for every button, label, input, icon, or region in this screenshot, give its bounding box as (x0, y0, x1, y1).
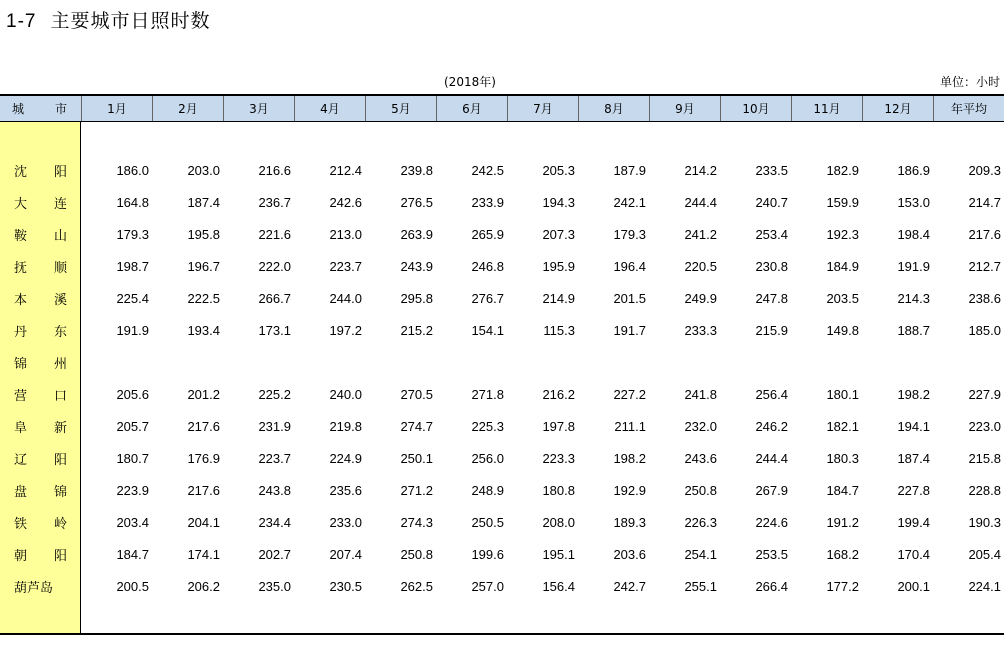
month-value: 250.8 (400, 546, 433, 562)
month-value: 265.9 (471, 226, 504, 242)
month-value: 201.5 (613, 290, 646, 306)
month-value: 246.2 (755, 418, 788, 434)
month-value: 203.0 (187, 162, 220, 178)
month-value: 198.7 (116, 258, 149, 274)
annual-value: 224.1 (968, 578, 1001, 594)
month-value: 253.4 (755, 226, 788, 242)
annual-value: 215.8 (968, 450, 1001, 466)
month-value: 271.8 (471, 386, 504, 402)
month-value: 189.3 (613, 514, 646, 530)
month-value: 191.7 (613, 322, 646, 338)
month-value: 250.5 (471, 514, 504, 530)
table-rows (0, 154, 1004, 602)
city-name: 大 连 (14, 196, 67, 212)
month-value: 188.7 (897, 322, 930, 338)
month-value: 215.9 (755, 322, 788, 338)
month-value: 203.4 (116, 514, 149, 530)
header-month: 8月 (578, 96, 649, 121)
month-value: 200.5 (116, 578, 149, 594)
header-month: 3月 (223, 96, 294, 121)
month-value: 225.4 (116, 290, 149, 306)
table-row (0, 538, 1004, 570)
table-row (0, 378, 1004, 410)
month-value: 184.9 (826, 258, 859, 274)
month-value: 191.2 (826, 514, 859, 530)
table-row (0, 570, 1004, 602)
month-value: 215.2 (400, 322, 433, 338)
month-value: 203.5 (826, 290, 859, 306)
month-value: 194.3 (542, 194, 575, 210)
header-month: 11月 (791, 96, 862, 121)
table-row (0, 250, 1004, 282)
table-row (0, 474, 1004, 506)
month-value: 115.3 (543, 322, 575, 338)
month-value: 248.9 (471, 482, 504, 498)
month-value: 195.8 (187, 226, 220, 242)
month-value: 225.2 (258, 386, 291, 402)
table-row (0, 282, 1004, 314)
month-value: 239.8 (400, 162, 433, 178)
annual-value: 185.0 (968, 322, 1001, 338)
month-value: 219.8 (329, 418, 362, 434)
month-value: 243.6 (684, 450, 717, 466)
month-value: 202.7 (258, 546, 291, 562)
table-row (0, 506, 1004, 538)
month-value: 187.4 (187, 194, 220, 210)
month-value: 199.6 (471, 546, 504, 562)
month-value: 176.9 (187, 450, 220, 466)
month-value: 255.1 (684, 578, 717, 594)
month-value: 295.8 (400, 290, 433, 306)
month-value: 266.4 (755, 578, 788, 594)
header-month: 10月 (720, 96, 791, 121)
month-value: 156.4 (542, 578, 575, 594)
month-value: 243.8 (258, 482, 291, 498)
month-value: 242.5 (471, 162, 504, 178)
header-annual: 年平均 (933, 96, 1004, 121)
month-value: 149.8 (826, 322, 859, 338)
month-value: 186.0 (116, 162, 149, 178)
header-month: 4月 (294, 96, 365, 121)
month-value: 198.4 (897, 226, 930, 242)
month-value: 222.0 (258, 258, 291, 274)
month-value: 213.0 (329, 226, 362, 242)
month-value: 196.7 (187, 258, 220, 274)
month-value: 221.6 (258, 226, 291, 242)
month-value: 276.5 (400, 194, 433, 210)
month-value: 214.3 (897, 290, 930, 306)
month-value: 256.0 (471, 450, 504, 466)
month-value: 236.7 (258, 194, 291, 210)
month-value: 205.3 (542, 162, 575, 178)
month-value: 204.1 (187, 514, 220, 530)
table-row (0, 314, 1004, 346)
city-name: 鞍 山 (14, 228, 67, 244)
month-value: 214.2 (684, 162, 717, 178)
month-value: 207.4 (329, 546, 362, 562)
table-row (0, 346, 1004, 378)
month-value: 253.5 (755, 546, 788, 562)
month-value: 230.8 (755, 258, 788, 274)
sunshine-table (0, 94, 1004, 633)
month-value: 223.9 (116, 482, 149, 498)
city-name: 葫芦岛 (14, 580, 54, 596)
month-value: 240.7 (755, 194, 788, 210)
page-title (6, 6, 210, 33)
city-name: 丹 东 (14, 324, 67, 340)
month-value: 244.4 (755, 450, 788, 466)
month-value: 226.3 (684, 514, 717, 530)
header-month: 9月 (649, 96, 720, 121)
month-value: 208.0 (542, 514, 575, 530)
month-value: 212.4 (329, 162, 362, 178)
month-value: 193.4 (187, 322, 220, 338)
unit-label: 单位：小时 (939, 75, 1000, 89)
table-row (0, 218, 1004, 250)
month-value: 199.4 (897, 514, 930, 530)
table-row (0, 442, 1004, 474)
month-value: 191.9 (116, 322, 149, 338)
month-value: 214.9 (542, 290, 575, 306)
month-value: 197.8 (542, 418, 575, 434)
month-value: 200.1 (897, 578, 930, 594)
month-value: 235.6 (329, 482, 362, 498)
month-value: 250.1 (400, 450, 433, 466)
month-value: 227.8 (897, 482, 930, 498)
header-city: 城 市 (12, 102, 67, 116)
month-value: 182.9 (826, 162, 859, 178)
month-value: 249.9 (684, 290, 717, 306)
annual-value: 227.9 (968, 386, 1001, 402)
month-value: 173.1 (258, 322, 291, 338)
month-value: 217.6 (187, 418, 220, 434)
month-value: 177.2 (826, 578, 859, 594)
month-value: 217.6 (187, 482, 220, 498)
month-value: 180.7 (116, 450, 149, 466)
month-value: 186.9 (897, 162, 930, 178)
month-value: 216.6 (258, 162, 291, 178)
month-value: 197.2 (329, 322, 362, 338)
month-value: 174.1 (187, 546, 220, 562)
month-value: 211.1 (614, 418, 646, 434)
month-value: 262.5 (400, 578, 433, 594)
month-value: 244.4 (684, 194, 717, 210)
annual-value: 190.3 (968, 514, 1001, 530)
month-value: 194.1 (897, 418, 930, 434)
month-value: 242.6 (329, 194, 362, 210)
city-name: 辽 阳 (14, 452, 67, 468)
month-value: 233.0 (329, 514, 362, 530)
month-value: 230.5 (329, 578, 362, 594)
month-value: 266.7 (258, 290, 291, 306)
month-value: 274.3 (400, 514, 433, 530)
month-value: 224.6 (755, 514, 788, 530)
month-value: 225.3 (471, 418, 504, 434)
month-value: 195.9 (542, 258, 575, 274)
month-value: 223.3 (542, 450, 575, 466)
month-value: 164.8 (116, 194, 149, 210)
month-value: 187.9 (613, 162, 646, 178)
month-value: 196.4 (613, 258, 646, 274)
city-name: 阜 新 (14, 420, 67, 436)
month-value: 233.3 (684, 322, 717, 338)
month-value: 256.4 (755, 386, 788, 402)
header-month: 7月 (507, 96, 578, 121)
month-value: 234.4 (258, 514, 291, 530)
month-value: 205.7 (116, 418, 149, 434)
month-value: 187.4 (897, 450, 930, 466)
annual-value: 209.3 (968, 162, 1001, 178)
header-month: 6月 (436, 96, 507, 121)
month-value: 241.8 (684, 386, 717, 402)
city-name: 锦 州 (14, 356, 67, 372)
table-title: 主要城市日照时数 (50, 10, 211, 32)
year-label: (2018年) (444, 75, 496, 89)
annual-value: 214.7 (968, 194, 1001, 210)
table-row (0, 154, 1004, 186)
table-number: 1-7 (6, 11, 37, 32)
month-value: 223.7 (329, 258, 362, 274)
month-value: 153.0 (897, 194, 930, 210)
month-value: 179.3 (116, 226, 149, 242)
header-month: 2月 (152, 96, 223, 121)
month-value: 154.1 (471, 322, 504, 338)
month-value: 276.7 (471, 290, 504, 306)
annual-value: 223.0 (968, 418, 1001, 434)
month-value: 233.5 (755, 162, 788, 178)
month-value: 179.3 (613, 226, 646, 242)
month-value: 242.1 (613, 194, 646, 210)
header-month: 12月 (862, 96, 933, 121)
month-value: 192.3 (826, 226, 859, 242)
month-value: 170.4 (897, 546, 930, 562)
month-value: 240.0 (329, 386, 362, 402)
month-value: 267.9 (755, 482, 788, 498)
month-value: 235.0 (258, 578, 291, 594)
month-value: 180.1 (826, 386, 859, 402)
month-value: 205.6 (116, 386, 149, 402)
city-name: 朝 阳 (14, 548, 67, 564)
month-value: 254.1 (684, 546, 717, 562)
month-value: 233.9 (471, 194, 504, 210)
month-value: 241.2 (684, 226, 717, 242)
month-value: 180.8 (542, 482, 575, 498)
month-value: 184.7 (826, 482, 859, 498)
month-value: 184.7 (116, 546, 149, 562)
header-month: 1月 (81, 96, 152, 121)
bottom-rule (0, 633, 1004, 635)
city-name: 沈 阳 (14, 164, 67, 180)
month-value: 247.8 (755, 290, 788, 306)
month-value: 198.2 (613, 450, 646, 466)
city-name: 本 溪 (14, 292, 67, 308)
month-value: 203.6 (613, 546, 646, 562)
month-value: 220.5 (684, 258, 717, 274)
month-value: 216.2 (542, 386, 575, 402)
table-header (0, 94, 1004, 122)
month-value: 222.5 (187, 290, 220, 306)
header-month: 5月 (365, 96, 436, 121)
annual-value: 238.6 (968, 290, 1001, 306)
table-row (0, 410, 1004, 442)
city-name: 盘 锦 (14, 484, 67, 500)
month-value: 243.9 (400, 258, 433, 274)
month-value: 246.8 (471, 258, 504, 274)
table-body (0, 122, 1004, 633)
month-value: 182.1 (826, 418, 859, 434)
table-row (0, 186, 1004, 218)
annual-value: 228.8 (968, 482, 1001, 498)
month-value: 159.9 (826, 194, 859, 210)
city-name: 营 口 (14, 388, 67, 404)
city-name: 抚 顺 (14, 260, 67, 276)
month-value: 263.9 (400, 226, 433, 242)
month-value: 244.0 (329, 290, 362, 306)
month-value: 168.2 (826, 546, 859, 562)
month-value: 257.0 (471, 578, 504, 594)
month-value: 206.2 (187, 578, 220, 594)
month-value: 207.3 (542, 226, 575, 242)
month-value: 274.7 (400, 418, 433, 434)
month-value: 180.3 (826, 450, 859, 466)
month-value: 242.7 (613, 578, 646, 594)
month-value: 195.1 (542, 546, 575, 562)
month-value: 250.8 (684, 482, 717, 498)
month-value: 223.7 (258, 450, 291, 466)
annual-value: 217.6 (968, 226, 1001, 242)
month-value: 270.5 (400, 386, 433, 402)
month-value: 201.2 (187, 386, 220, 402)
month-value: 227.2 (613, 386, 646, 402)
month-value: 224.9 (329, 450, 362, 466)
annual-value: 205.4 (968, 546, 1001, 562)
month-value: 231.9 (258, 418, 291, 434)
month-value: 232.0 (684, 418, 717, 434)
month-value: 192.9 (613, 482, 646, 498)
city-name: 铁 岭 (14, 516, 67, 532)
month-value: 191.9 (897, 258, 930, 274)
month-value: 198.2 (897, 386, 930, 402)
annual-value: 212.7 (968, 258, 1001, 274)
month-value: 271.2 (400, 482, 433, 498)
